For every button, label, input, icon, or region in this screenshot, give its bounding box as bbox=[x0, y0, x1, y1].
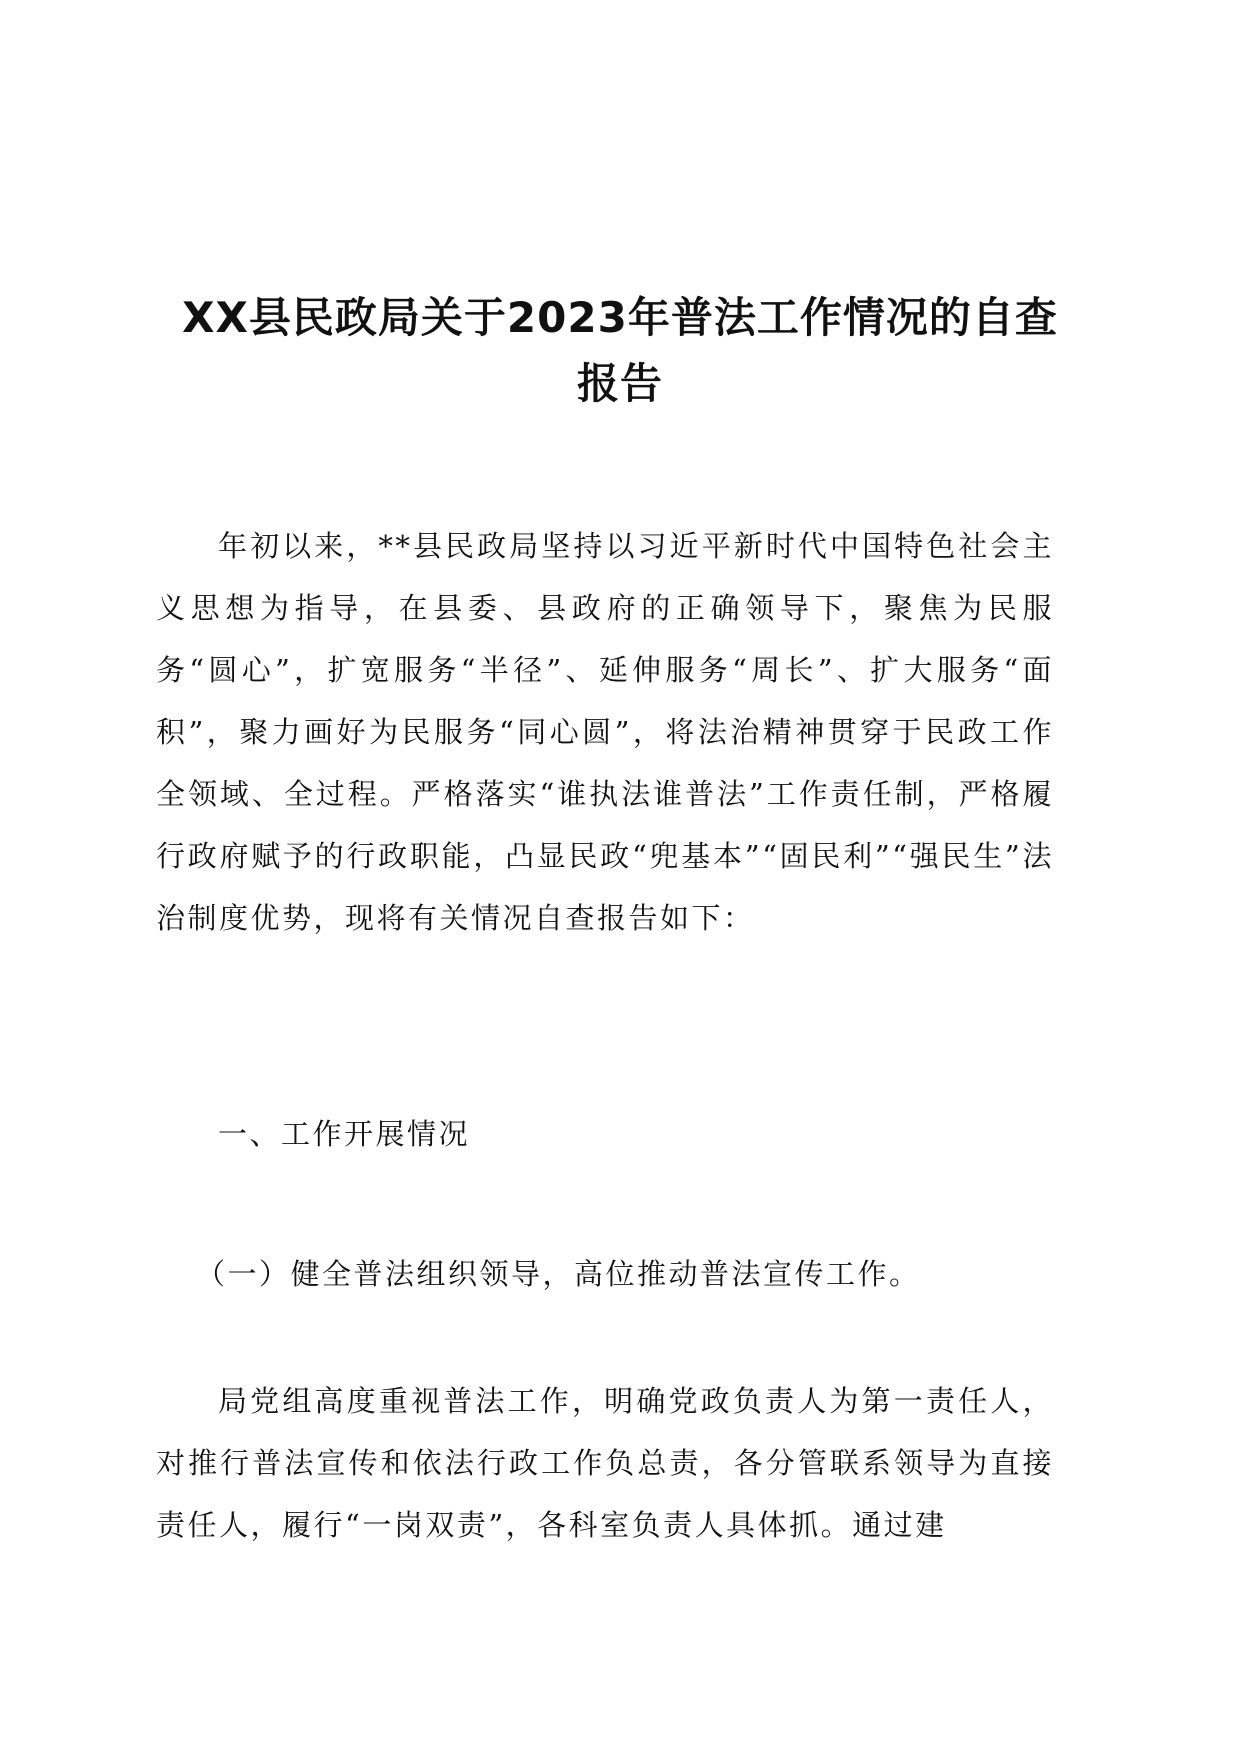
document-title bbox=[150, 285, 1090, 417]
subsection-heading-organization: （一）健全普法组织领导，高位推动普法宣传工作。 bbox=[196, 1257, 921, 1291]
document-title-line-1: XX县民政局关于2023年普法工作情况的自查 bbox=[182, 293, 1058, 342]
section-heading-work-status: 一、工作开展情况 bbox=[218, 1117, 471, 1151]
document-title-line-2: 报告 bbox=[576, 359, 663, 408]
intro-paragraph: 年初以来，**县民政局坚持以习近平新时代中国特色社会主义思想为指导，在县委、县政府的正确领导下，聚焦为民服务“圆心”，扩宽服务“半径”、延伸服务“周长”、扩大服务“面积”，聚力画好为民服务“同心圆”，将法治精神贯穿于民政工作全领域、全过程。严格落实“谁执法谁普法”工作责任制，严格履行政府赋予的行政职能，凸显民政“兜基本”“固民利”“强民生”法治制度优势，现将有关情况自查报告如下： bbox=[156, 529, 1054, 935]
subsection-body-paragraph: 局党组高度重视普法工作，明确党政负责人为第一责任人，对推行普法宣传和依法行政工作负总责，各分管联系领导为直接责任人，履行“一岗双责”，各科室负责人具体抓。通过建 bbox=[156, 1384, 1054, 1542]
